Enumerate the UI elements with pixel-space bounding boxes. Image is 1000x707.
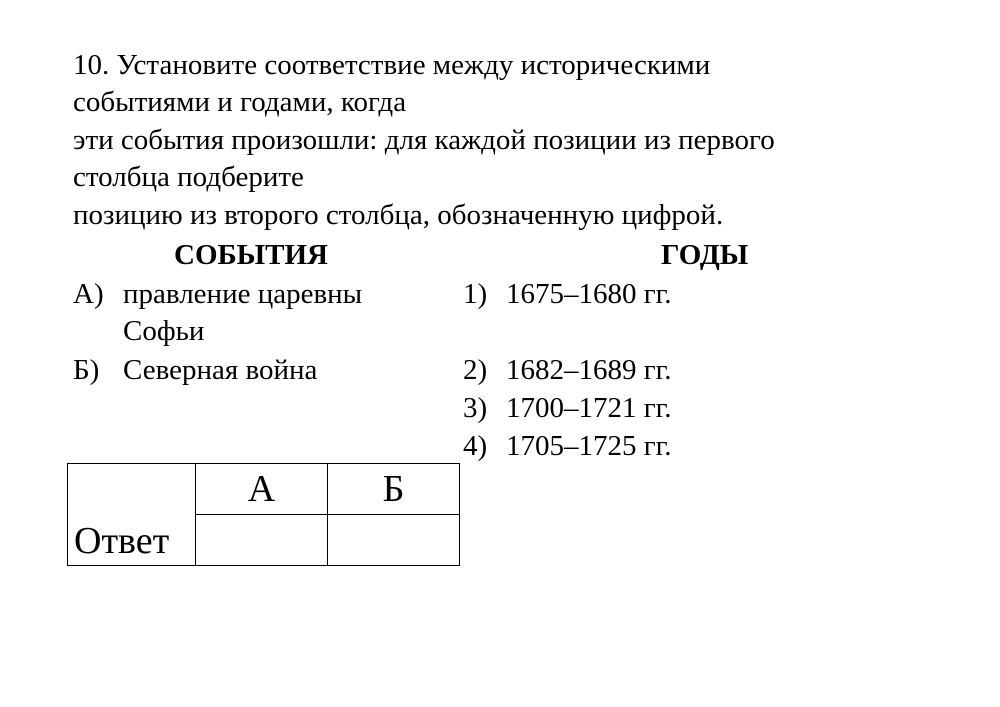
year-num-3: 3) xyxy=(463,392,488,424)
task-line-2: событиями и годами, когда xyxy=(73,86,407,118)
answer-label: Ответ xyxy=(68,464,196,566)
year-text-3: 1700–1721 гг. xyxy=(506,392,672,424)
year-text-4: 1705–1725 гг. xyxy=(506,430,672,462)
year-text-2: 1682–1689 гг. xyxy=(506,354,672,386)
event-letter-a: А) xyxy=(73,278,104,310)
answer-col-a-header: А xyxy=(196,464,328,515)
answer-table xyxy=(67,463,460,566)
events-header: СОБЫТИЯ xyxy=(174,239,328,271)
task-line-3: эти события произошли: для каждой позиции из первого xyxy=(73,124,775,156)
task-line-5: позицию из второго столбца, обозначенную цифрой. xyxy=(73,199,724,231)
event-b-line-1: Северная война xyxy=(123,354,318,386)
task-line-1: 10. Установите соответствие между историческими xyxy=(73,49,711,81)
year-num-2: 2) xyxy=(463,354,488,386)
task-line-4: столбца подберите xyxy=(73,161,304,193)
event-a-line-1: правление царевны xyxy=(123,278,363,310)
year-num-1: 1) xyxy=(463,278,488,310)
answer-col-b-header: Б xyxy=(328,464,460,515)
answer-cell-b[interactable] xyxy=(328,515,460,566)
event-a-line-2: Софьи xyxy=(123,315,205,347)
year-num-4: 4) xyxy=(463,430,488,462)
answer-cell-a[interactable] xyxy=(196,515,328,566)
year-text-1: 1675–1680 гг. xyxy=(506,278,672,310)
years-header: ГОДЫ xyxy=(661,239,749,271)
event-letter-b: Б) xyxy=(73,354,100,386)
